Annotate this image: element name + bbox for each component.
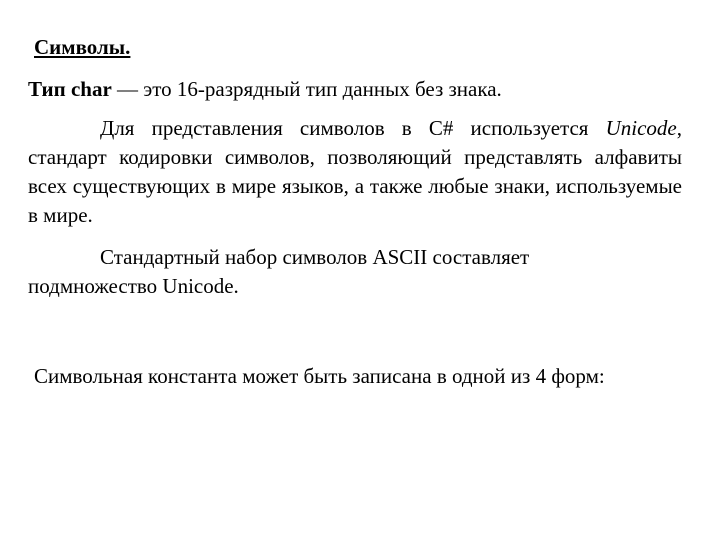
unicode-term: Unicode bbox=[605, 116, 677, 140]
unicode-paragraph-end: , стандарт кодировки символов, позволяющий представлять алфавиты всех существующих в мире языков, а также любые знаки, используемые в мире. bbox=[28, 116, 682, 227]
ascii-paragraph: Стандартный набор символов ASCII составляет подмножество Unicode. bbox=[28, 245, 530, 298]
type-prefix: Тип bbox=[28, 77, 66, 101]
type-keyword: char bbox=[70, 77, 112, 101]
unicode-paragraph bbox=[28, 114, 682, 230]
slide-heading: Символы. bbox=[34, 35, 131, 59]
type-description: — это 16-разрядный тип данных без знака. bbox=[111, 77, 502, 101]
unicode-paragraph-start: Для представления символов в C# используется bbox=[100, 116, 606, 140]
char-constant-paragraph: Символьная константа может быть записана в одной из 4 форм: bbox=[34, 364, 605, 388]
type-definition-line bbox=[28, 76, 502, 102]
